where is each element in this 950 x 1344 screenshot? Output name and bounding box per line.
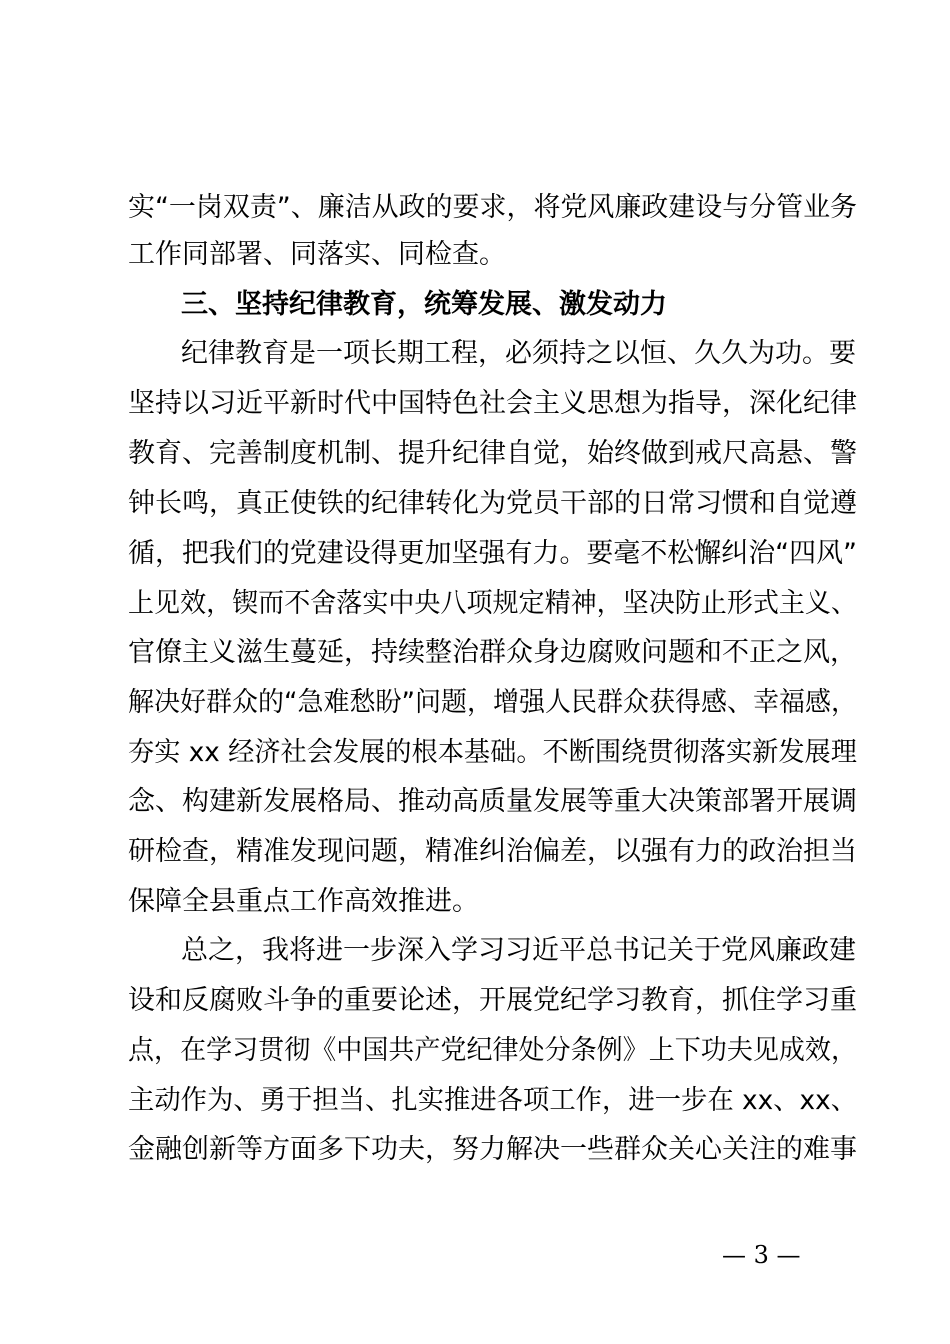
text-line bbox=[0, 976, 950, 1026]
section-heading-text: 三、坚持纪律教育，统筹发展、激发动力 bbox=[181, 289, 667, 320]
text-line bbox=[0, 579, 950, 629]
text-line bbox=[0, 230, 950, 280]
text-line bbox=[0, 926, 950, 976]
text-line-content: 解决好群众的“急难愁盼”问题，增强人民群众获得感、幸福感， bbox=[128, 687, 857, 718]
text-line-content: 保障全县重点工作高效推进。 bbox=[128, 886, 479, 917]
text-line-content: 坚持以习近平新时代中国特色社会主义思想为指导，深化纪律 bbox=[128, 388, 857, 419]
text-line bbox=[0, 628, 950, 678]
text-line-content: 钟长鸣，真正使铁的纪律转化为党员干部的日常习惯和自觉遵 bbox=[128, 488, 857, 519]
text-line bbox=[0, 1076, 950, 1126]
text-line bbox=[0, 678, 950, 728]
text-line bbox=[0, 877, 950, 927]
text-line-content: 纪律教育是一项长期工程，必须持之以恒、久久为功。要 bbox=[181, 338, 856, 369]
text-line bbox=[0, 479, 950, 529]
text-line-content: 金融创新等方面多下功夫，努力解决一些群众关心关注的难事 bbox=[128, 1134, 857, 1165]
text-line-content: 主动作为、勇于担当、扎实推进各项工作，进一步在 xx、xx、 bbox=[128, 1085, 858, 1116]
text-line-content: 点，在学习贯彻《中国共产党纪律处分条例》上下功夫见成效， bbox=[128, 1035, 858, 1066]
text-line bbox=[0, 379, 950, 429]
text-line-content: 循，把我们的党建设得更加坚强有力。要毫不松懈纠治“四风” bbox=[128, 538, 858, 569]
text-line bbox=[0, 827, 950, 877]
text-line-content: 念、构建新发展格局、推动高质量发展等重大决策部署开展调 bbox=[128, 786, 857, 817]
text-line-content: 工作同部署、同落实、同检查。 bbox=[128, 239, 506, 270]
text-line bbox=[0, 1125, 950, 1175]
text-line bbox=[0, 777, 950, 827]
section-heading bbox=[0, 280, 950, 330]
page-number: — 3 — bbox=[722, 1241, 801, 1269]
text-line-content: 研检查，精准发现问题，精准纠治偏差，以强有力的政治担当 bbox=[128, 836, 857, 867]
text-line-content: 夯实 xx 经济社会发展的根本基础。不断围绕贯彻落实新发展理 bbox=[128, 737, 857, 768]
text-line-content: 教育、完善制度机制、提升纪律自觉，始终做到戒尺高悬、警 bbox=[128, 438, 857, 469]
text-line bbox=[0, 429, 950, 479]
text-line-content: 官僚主义滋生蔓延，持续整治群众身边腐败问题和不正之风， bbox=[128, 637, 857, 668]
text-line bbox=[0, 329, 950, 379]
text-line-content: 总之，我将进一步深入学习习近平总书记关于党风廉政建 bbox=[181, 935, 856, 966]
text-line-content: 上见效，锲而不舍落实中央八项规定精神，坚决防止形式主义、 bbox=[128, 588, 858, 619]
text-line bbox=[0, 529, 950, 579]
text-line-content: 实“一岗双责”、廉洁从政的要求，将党风廉政建设与分管业务 bbox=[128, 192, 858, 223]
text-line bbox=[0, 1026, 950, 1076]
text-line bbox=[0, 728, 950, 778]
text-line-content: 设和反腐败斗争的重要论述，开展党纪学习教育，抓住学习重 bbox=[128, 985, 857, 1016]
text-line bbox=[0, 183, 950, 233]
